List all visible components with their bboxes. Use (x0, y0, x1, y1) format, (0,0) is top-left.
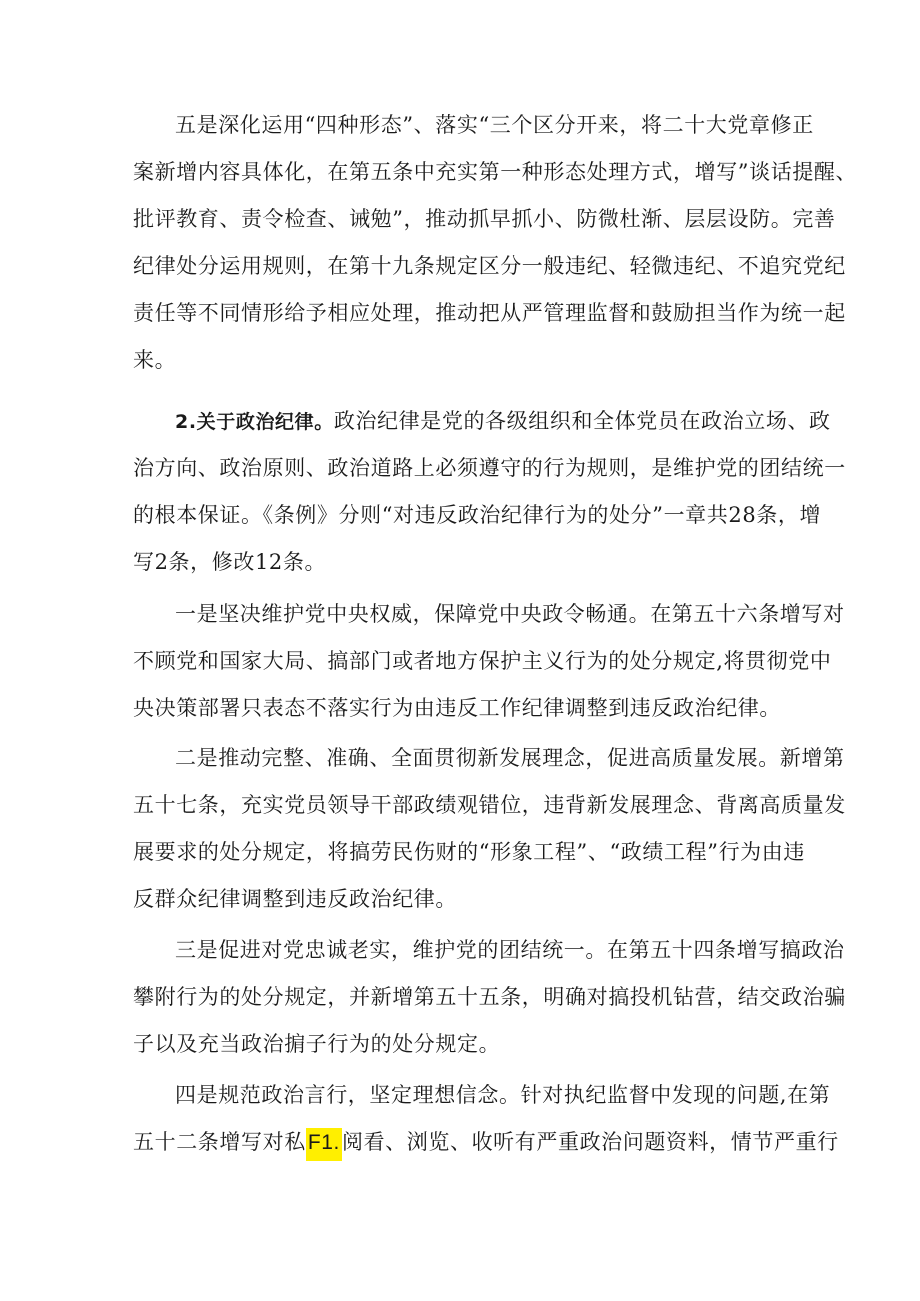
text-line: 展要求的处分规定，将搞劳民伤财的“形象工程”、“政绩工程”行为由违 (133, 840, 805, 864)
text-line: 二是推动完整、准确、全面贯彻新发展理念，促进高质量发展。新增第 (175, 746, 845, 770)
text-line: 三是促进对党忠诚老实，维护党的团结统一。在第五十四条增写搞政治 (175, 938, 845, 962)
text-line: 责任等不同情形给予相应处理，推动把从严管理监督和鼓励担当作为统一起 (133, 301, 846, 325)
text-line (133, 401, 831, 441)
text-line: 子以及充当政治掮子行为的处分规定。 (133, 1032, 501, 1056)
text-line: 来。 (133, 348, 177, 372)
text-line (133, 1122, 839, 1162)
text-line: 批评教育、责令检查、诫勉”，推动抓早抓小、防微杜渐、层层设防。完善 (133, 207, 836, 231)
section-number: 2 (175, 411, 189, 433)
text-run: 阅看、浏览、收听有严重政治问题资料，情节严重行 (341, 1130, 839, 1154)
text-line: 不顾党和国家大局、搞部门或者地方保护主义行为的处分规定,将贯彻党中 (133, 649, 832, 673)
text-run: 五十二条增写对私 (133, 1130, 306, 1154)
text-line: 的根本保证。《条例》分则“对违反政治纪律行为的处分”一章共28条，增 (133, 503, 822, 527)
text-line: 纪律处分运用规则，在第十九条规定区分一般违纪、轻微违纪、不追究党纪 (133, 254, 846, 278)
text-line: 一是坚决维护党中央权威，保障党中央政令畅通。在第五十六条增写对 (175, 602, 845, 626)
text-line: 反群众纪律调整到违反政治纪律。 (133, 887, 457, 911)
text-line: 案新增内容具体化，在第五条中充实第一种形态处理方式，增写”谈话提醒、 (133, 160, 858, 184)
text-line: 治方向、政治原则、政治道路上必须遵守的行为规则，是维护党的团结统一 (133, 456, 846, 480)
heading-body-text: 政治纪律是党的各级组织和全体党员在政治立场、政 (333, 409, 831, 433)
text-line: 五是深化运用“四种形态”、落实“三个区分开来，将二十大党章修正 (175, 113, 814, 137)
text-line: 攀附行为的处分规定，并新增第五十五条，明确对搞投机钻营，结交政治骗 (133, 985, 846, 1009)
section-heading: .关于政治纪律。 (188, 411, 334, 433)
text-line: 五十七条，充实党员领导干部政绩观错位，违背新发展理念、背离高质量发 (133, 793, 846, 817)
text-line: 央决策部署只表态不落实行为由违反工作纪律调整到违反政治纪律。 (133, 696, 781, 720)
highlighted-marker: F1. (306, 1128, 342, 1161)
text-line: 四是规范政治言行，坚定理想信念。针对执纪监督中发现的问题,在第 (175, 1083, 831, 1107)
text-line: 写2条，修改12条。 (133, 550, 327, 574)
